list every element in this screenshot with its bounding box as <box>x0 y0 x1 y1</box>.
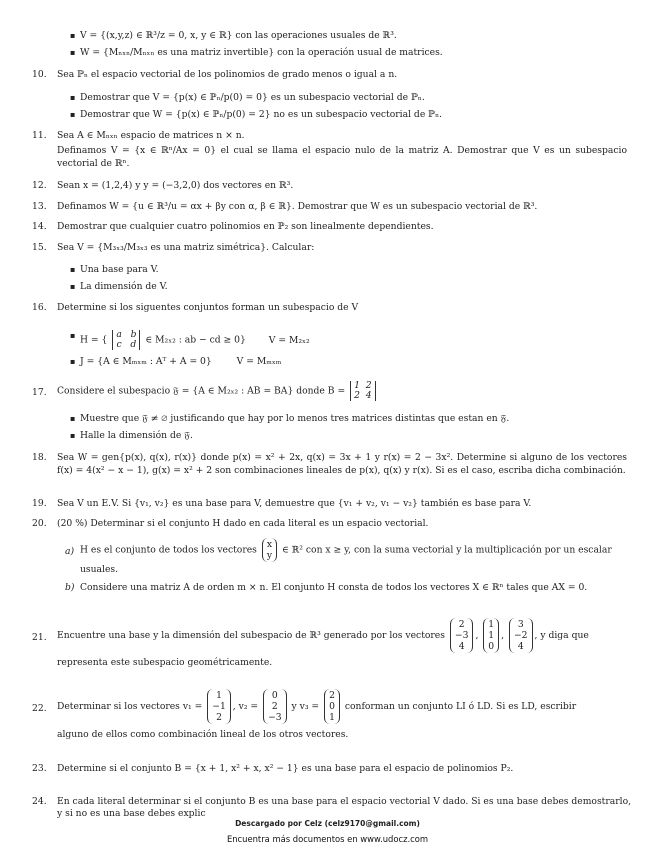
item-20a-line2: usuales. <box>80 564 119 575</box>
matrix-entry: 1 <box>354 380 360 391</box>
matrix-entry: 4 <box>365 390 372 401</box>
item-21-vector-2 <box>483 618 499 653</box>
item-21-end: , y diga que <box>534 630 589 641</box>
vector-entry: 1 <box>488 630 495 641</box>
item-22-vector-v3 <box>324 689 340 724</box>
item-22-mid2: y v₃ = <box>291 701 320 712</box>
item-15-bullet-b: ▪ La dimensión de V. <box>80 281 168 294</box>
vector-entry: −1 <box>212 701 226 712</box>
item-number-24: 24. <box>32 796 47 807</box>
matrix-entry: a <box>116 329 122 340</box>
item-16a-set-start: H = { <box>80 334 108 346</box>
item-20a-vector <box>262 538 277 562</box>
vector-entry: 2 <box>216 712 222 723</box>
item-17-bullet-b: ▪ Halle la dimensión de 𝔉. <box>80 430 193 443</box>
vector-entry: 1 <box>216 690 222 701</box>
vector-entry: 2 <box>271 701 278 712</box>
vector-entry: 1 <box>329 712 335 723</box>
item-22-vector-v1 <box>207 689 231 724</box>
item-10-bullet-a: ▪ Demostrar que V = {p(x) ∈ ℙₙ/p(0) = 0} es un subespacio vectorial de ℙₙ. <box>80 92 425 105</box>
item-number-16: 16. <box>32 302 47 313</box>
item-21-line2: representa este subespacio geométricamente. <box>57 657 273 668</box>
item-number-14: 14. <box>32 221 47 232</box>
item-number-22: 22. <box>32 703 47 714</box>
item-number-18: 18. <box>32 452 47 463</box>
vector-entry: 0 <box>488 641 495 652</box>
item-16a-set-end: ∈ M₂ₓ₂ : ab − cd ≥ 0} <box>145 334 246 346</box>
item-16-text: Determine si los siguentes conjuntos forman un subespacio de V <box>57 302 359 313</box>
item-20b-text: Considere una matriz A de orden m × n. El conjunto H consta de todos los vectores X ∈ ℝⁿ tales que AX = 0. <box>80 582 588 593</box>
item-12-text: Sean x = (1,2,4) y y = (−3,2,0) dos vectores en ℝ³. <box>57 180 294 191</box>
item-17-bullet-a: ▪ Muestre que 𝔉 ≠ ∅ justificando que hay por lo menos tres matrices distintas que estan en 𝔉. <box>80 413 509 426</box>
vector-entry: 0 <box>329 701 335 712</box>
vector-entry: −3 <box>454 630 469 641</box>
item-11-definition: Definamos V = {x ∈ ℝⁿ/Ax = 0} el cual se llama el espacio nulo de la matriz A. Demostrar que V es un subespacio vectorial de ℝⁿ. <box>57 145 627 169</box>
item-16a-space: V = M₂ₓ₂ <box>268 334 310 346</box>
item-20a-text <box>80 538 612 562</box>
bullet-v-definition: ▪ V = {(x,y,z) ∈ ℝ³/z = 0, x, y ∈ ℝ} con las operaciones usuales de ℝ³. <box>80 30 397 43</box>
vector-entry: 4 <box>458 641 465 652</box>
item-22-start: Determinar si los vectores v₁ = <box>57 701 203 712</box>
item-23-text: Determine si el conjunto B = {x + 1, x² + x, x² − 1} es una base para el espacio de polinomios P₂. <box>57 763 514 774</box>
matrix-entry: d <box>130 339 137 350</box>
item-24-line2: y si no es una base debes explic <box>57 808 206 819</box>
item-number-12: 12. <box>32 180 47 191</box>
item-11-text: Sea A ∈ Mₙₓₙ espacio de matrices n × n. <box>57 130 245 141</box>
item-number-20: 20. <box>32 518 47 529</box>
item-10-bullet-b: ▪ Demostrar que W = {p(x) ∈ ℙₙ/p(0) = 2} no es un subespacio vectorial de ℙₙ. <box>80 109 442 122</box>
item-16b-space: V = Mₘₓₘ <box>236 356 282 367</box>
vector-entry: 4 <box>517 641 524 652</box>
item-19-text: Sea V un E.V. Si {v₁, v₂} es una base para V, demuestre que {v₁ + v₂, v₁ − v₂} también es base para V. <box>57 498 532 509</box>
matrix-entry: 2 <box>354 390 360 401</box>
item-18-text: Sea W = gen{p(x), q(x), r(x)} donde p(x) = x² + 2x, q(x) = 3x + 1 y r(x) = 2 − 3x². Determine si alguno de los vectores f(x) = 4(x² − x − 1), g(x) = x² + 2 son combinaciones lineales de p(x), q(x) y r(x). Si es el caso, escriba dicha combinación. <box>57 452 627 476</box>
item-24-text: En cada literal determinar si el conjunto B es una base para el espacio vectorial V dado. Si es una base debes demostrarlo, <box>57 796 632 807</box>
matrix-entry: c <box>116 339 122 350</box>
item-16a-matrix <box>112 330 140 350</box>
vector-entry: 2 <box>458 619 465 630</box>
item-15-text: Sea V = {M₃ₓ₃/M₃ₓ₃ es una matriz simétrica}. Calcular: <box>57 242 315 253</box>
item-20-label-b: b) <box>65 582 75 593</box>
item-22-vector-v2 <box>263 689 287 724</box>
item-number-17: 17. <box>32 387 47 398</box>
item-21-vector-3 <box>509 618 533 653</box>
vector-entry: x <box>266 539 272 550</box>
download-footer: Descargado por Celz (celz9170@gmail.com) <box>235 819 420 828</box>
vector-entry: y <box>266 550 273 561</box>
matrix-entry: 2 <box>365 380 372 391</box>
item-22-end: conforman un conjunto LI ó LD. Si es LD, escribir <box>344 701 577 712</box>
vector-entry: 3 <box>517 619 524 630</box>
item-number-13: 13. <box>32 201 47 212</box>
vector-entry: 0 <box>271 690 278 701</box>
item-13-text: Definamos W = {u ∈ ℝ³/u = αx + βy con α, β ∈ ℝ}. Demostrar que W es un subespacio vectorial de ℝ³. <box>57 201 538 212</box>
item-number-15: 15. <box>32 242 47 253</box>
item-20a-start: H es el conjunto de todos los vectores <box>80 544 257 556</box>
item-22-line2: alguno de ellos como combinación lineal de los otros vectores. <box>57 729 349 740</box>
item-17-text <box>57 381 378 401</box>
item-17-statement: Considere el subespacio 𝔉 = {A ∈ M₂ₓ₂ : AB = BA} donde B = <box>57 385 346 397</box>
item-21-text: Encuentre una base y la dimensión del subespacio de ℝ³ generado por los vectores 2 −3 4, 1 1 0, 3 −2 4, y diga que <box>57 619 589 652</box>
item-14-text: Demostrar que cualquier cuatro polinomios en ℙ₂ son linealmente dependientes. <box>57 221 434 232</box>
bullet-w-definition: ▪ W = {Mₙₓₙ/Mₙₓₙ es una matriz invertible} con la operación usual de matrices. <box>80 47 443 60</box>
matrix-entry: b <box>130 329 137 340</box>
item-16-bullet-a <box>80 330 310 350</box>
item-20-text: (20 %) Determinar si el conjunto H dado en cada literal es un espacio vectorial. <box>57 518 429 529</box>
item-20a-end: ∈ ℝ² con x ≥ y, con la suma vectorial y la multiplicación por un escalar <box>281 544 612 556</box>
item-number-21: 21. <box>32 632 47 643</box>
item-number-19: 19. <box>32 498 47 509</box>
item-number-11: 11. <box>32 130 47 141</box>
item-number-23: 23. <box>32 763 47 774</box>
vector-entry: 1 <box>488 619 495 630</box>
item-21-vector-1 <box>450 618 474 653</box>
item-22-mid1: , v₂ = <box>232 701 259 712</box>
item-22-text <box>57 689 576 724</box>
item-16-bullet-b <box>80 356 281 369</box>
item-10-text: Sea ℙₙ el espacio vectorial de los polinomios de grado menos o igual a n. <box>57 69 398 80</box>
item-16b-set: J = {A ∈ Mₘₓₘ : Aᵀ + A = 0} <box>80 356 212 367</box>
item-21-start: Encuentre una base y la dimensión del subespacio de ℝ³ generado por los vectores <box>57 630 445 641</box>
vector-entry: −2 <box>513 630 528 641</box>
vector-entry: 2 <box>329 690 335 701</box>
vector-entry: −3 <box>268 712 282 723</box>
item-number-10: 10. <box>32 69 47 80</box>
item-17-matrix-b <box>350 381 376 401</box>
item-20-label-a: a) <box>65 546 75 557</box>
item-15-bullet-a: ▪ Una base para V. <box>80 264 159 277</box>
more-documents-footer[interactable]: Encuentra más documentos en www.udocz.com <box>226 834 429 844</box>
